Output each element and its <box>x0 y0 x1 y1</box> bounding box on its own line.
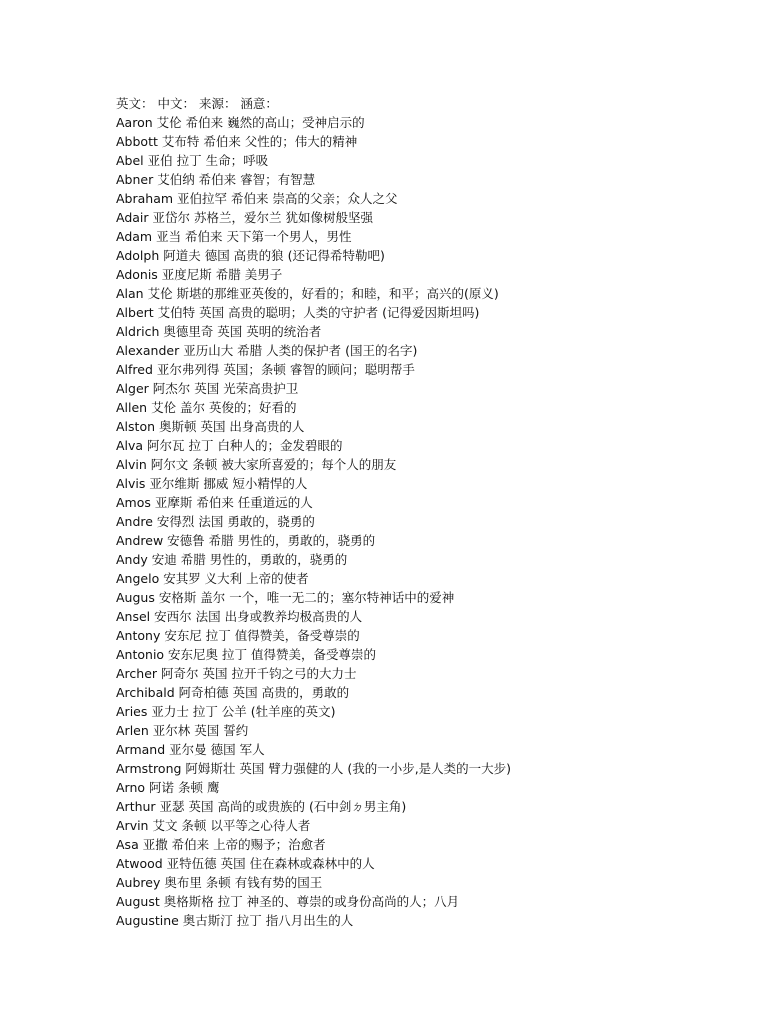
name-entry-andy: Andy 安迪 希腊 男性的，勇敢的，骁勇的 <box>116 552 348 567</box>
name-entry-atwood: Atwood 亚特伍德 英国 住在森林或森林中的人 <box>116 856 375 871</box>
name-entry-alfred: Alfred 亚尔弗列得 英国；条顿 睿智的顾问；聪明帮手 <box>116 362 415 377</box>
name-entry-allen: Allen 艾伦 盖尔 英俊的；好看的 <box>116 400 297 415</box>
name-entry-archer: Archer 阿奇尔 英国 拉开千钧之弓的大力士 <box>116 666 357 681</box>
name-entry-armstrong: Armstrong 阿姆斯壮 英国 臂力强健的人 (我的一小步,是人类的一大步) <box>116 761 512 776</box>
name-entry-aries: Aries 亚力士 拉丁 公羊 (牡羊座的英文) <box>116 704 336 719</box>
name-entry-august: August 奥格斯格 拉丁 神圣的、尊崇的或身份高尚的人；八月 <box>116 894 460 909</box>
name-entry-adonis: Adonis 亚度尼斯 希腊 美男子 <box>116 267 283 282</box>
name-entry-arvin: Arvin 艾文 条顿 以平等之心待人者 <box>116 818 311 833</box>
name-entry-augustine: Augustine 奥古斯汀 拉丁 指八月出生的人 <box>116 913 354 928</box>
name-entry-alvin: Alvin 阿尔文 条顿 被大家所喜爱的；每个人的朋友 <box>116 457 397 472</box>
name-entry-armand: Armand 亚尔曼 德国 军人 <box>116 742 265 757</box>
name-entry-aldrich: Aldrich 奥德里奇 英国 英明的统治者 <box>116 324 322 339</box>
list-header: 英文： 中文： 来源： 涵意： <box>116 96 278 111</box>
name-entry-aubrey: Aubrey 奥布里 条顿 有钱有势的国王 <box>116 875 323 890</box>
name-entry-alston: Alston 奥斯顿 英国 出身高贵的人 <box>116 419 305 434</box>
name-entry-augus: Augus 安格斯 盖尔 一个，唯一无二的；塞尔特神话中的爱神 <box>116 590 455 605</box>
name-entry-alexander: Alexander 亚历山大 希腊 人类的保护者 (国王的名字) <box>116 343 418 358</box>
name-entry-abbott: Abbott 艾布特 希伯来 父性的；伟大的精神 <box>116 134 358 149</box>
name-entry-adam: Adam 亚当 希伯来 天下第一个男人，男性 <box>116 229 352 244</box>
name-entry-albert: Albert 艾伯特 英国 高贵的聪明；人类的守护者 (记得爱因斯坦吗) <box>116 305 480 320</box>
name-entry-archibald: Archibald 阿奇柏德 英国 高贵的，勇敢的 <box>116 685 350 700</box>
name-entry-andre: Andre 安得烈 法国 勇敢的，骁勇的 <box>116 514 315 529</box>
name-entry-aaron: Aaron 艾伦 希伯来 巍然的高山；受神启示的 <box>116 115 365 130</box>
name-entry-alva: Alva 阿尔瓦 拉丁 白种人的；金发碧眼的 <box>116 438 343 453</box>
name-entry-amos: Amos 亚摩斯 希伯来 任重道远的人 <box>116 495 313 510</box>
name-entry-alger: Alger 阿杰尔 英国 光荣高贵护卫 <box>116 381 299 396</box>
name-entry-arthur: Arthur 亚瑟 英国 高尚的或贵族的 (石中剑ㄉ男主角) <box>116 799 407 814</box>
name-entry-asa: Asa 亚撒 希伯来 上帝的赐予；治愈者 <box>116 837 326 852</box>
name-entry-antonio: Antonio 安东尼奥 拉丁 值得赞美，备受尊崇的 <box>116 647 376 662</box>
name-entry-arlen: Arlen 亚尔林 英国 誓约 <box>116 723 249 738</box>
name-entry-arno: Arno 阿诺 条顿 鹰 <box>116 780 220 795</box>
name-entry-andrew: Andrew 安德鲁 希腊 男性的，勇敢的，骁勇的 <box>116 533 376 548</box>
name-entry-alvis: Alvis 亚尔维斯 挪威 短小精悍的人 <box>116 476 308 491</box>
name-entry-antony: Antony 安东尼 拉丁 值得赞美，备受尊崇的 <box>116 628 360 643</box>
name-entry-abel: Abel 亚伯 拉丁 生命；呼吸 <box>116 153 269 168</box>
name-list <box>116 94 736 930</box>
name-entry-abner: Abner 艾伯纳 希伯来 睿智；有智慧 <box>116 172 316 187</box>
name-entry-adolph: Adolph 阿道夫 德国 高贵的狼 (还记得希特勒吧) <box>116 248 385 263</box>
name-entry-angelo: Angelo 安其罗 义大利 上帝的使者 <box>116 571 309 586</box>
name-entry-alan: Alan 艾伦 斯堪的那维亚英俊的，好看的；和睦，和平；高兴的(原义) <box>116 286 499 301</box>
name-entry-ansel: Ansel 安西尔 法国 出身或教养均极高贵的人 <box>116 609 363 624</box>
name-entry-abraham: Abraham 亚伯拉罕 希伯来 崇高的父亲；众人之父 <box>116 191 398 206</box>
name-entry-adair: Adair 亚岱尔 苏格兰，爱尔兰 犹如像树般坚强 <box>116 210 373 225</box>
